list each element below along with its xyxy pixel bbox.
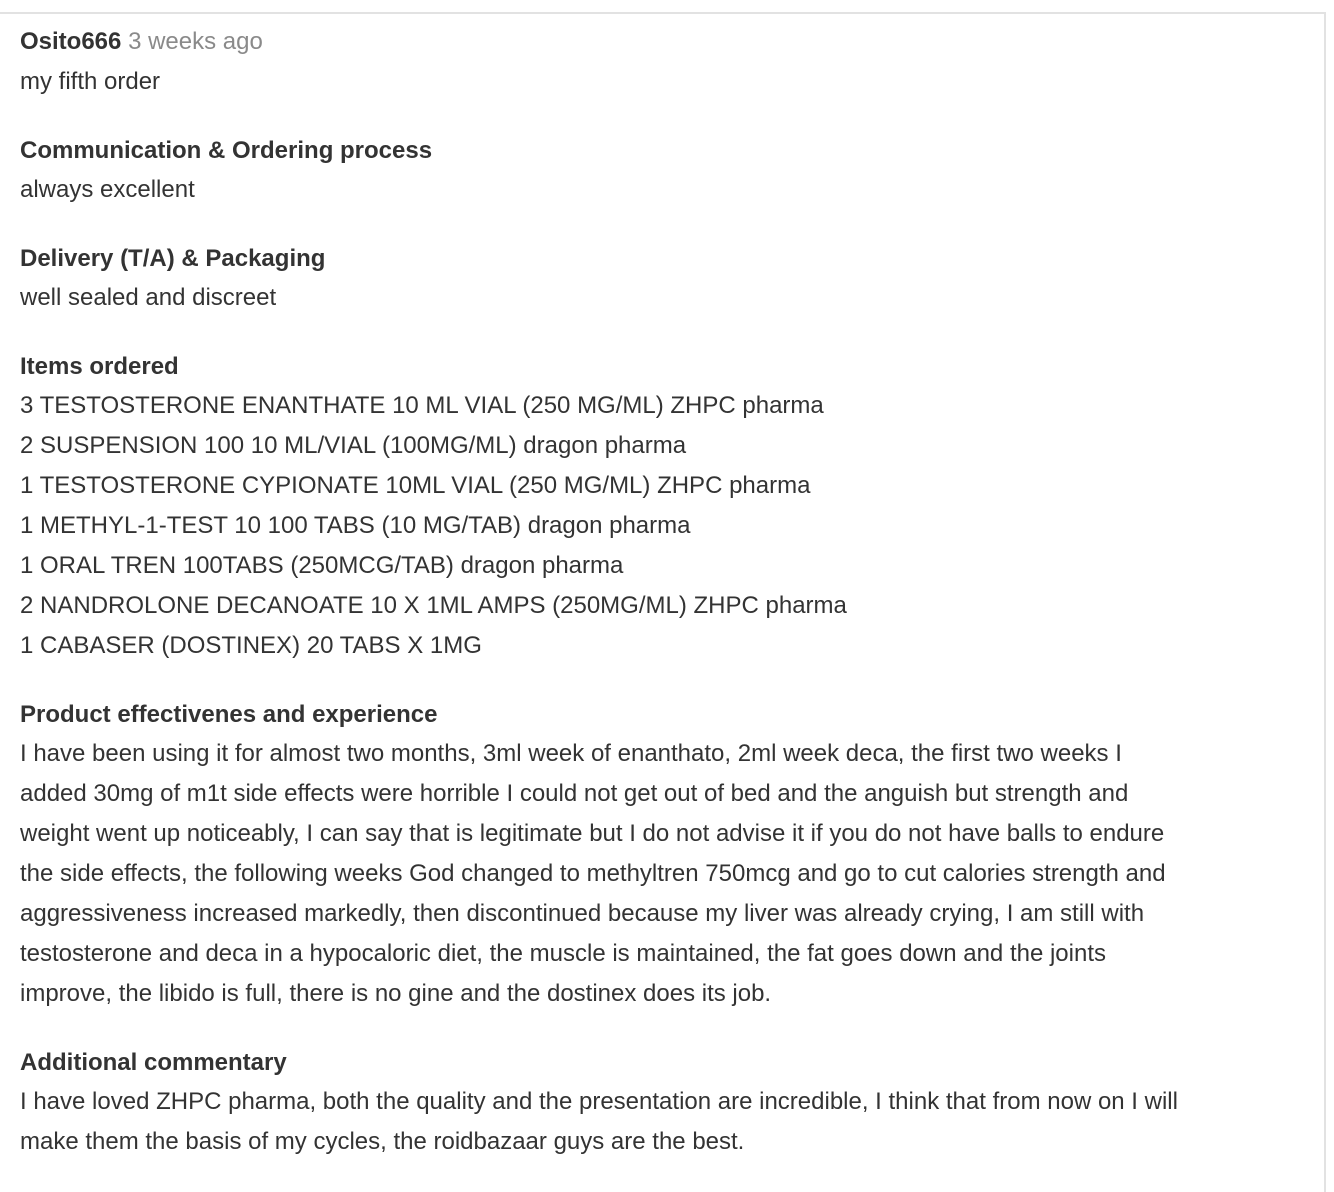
paragraph-line: I have loved ZHPC pharma, both the quality and the presentation are incredible, I think that from now on I will xyxy=(20,1088,1178,1115)
section-text: well sealed and discreet xyxy=(20,284,277,311)
paragraph-line: weight went up noticeably, I can say that is legitimate but I do not advise it if you do not have balls to endure xyxy=(20,820,1165,847)
section-additional-commentary xyxy=(20,1044,1310,1162)
ordered-item: 1 ORAL TREN 100TABS (250MCG/TAB) dragon pharma xyxy=(20,552,624,579)
section-product-experience xyxy=(20,696,1310,1014)
section-heading: Delivery (T/A) & Packaging xyxy=(20,245,326,272)
paragraph-line: the side effects, the following weeks God changed to methyltren 750mcg and go to cut calories strength and xyxy=(20,860,1166,887)
paragraph-line: improve, the libido is full, there is no gine and the dostinex does its job. xyxy=(20,980,772,1007)
section-text: always excellent xyxy=(20,176,195,203)
ordered-item: 3 TESTOSTERONE ENANTHATE 10 ML VIAL (250 MG/ML) ZHPC pharma xyxy=(20,392,824,419)
review-card xyxy=(0,12,1326,1192)
paragraph-line: testosterone and deca in a hypocaloric diet, the muscle is maintained, the fat goes down and the joints xyxy=(20,940,1106,967)
paragraph-line: make them the basis of my cycles, the roidbazaar guys are the best. xyxy=(20,1128,745,1155)
paragraph-line: added 30mg of m1t side effects were horrible I could not get out of bed and the anguish but strength and xyxy=(20,780,1129,807)
ordered-item: 2 NANDROLONE DECANOATE 10 X 1ML AMPS (250MG/ML) ZHPC pharma xyxy=(20,592,847,619)
paragraph-line: I have been using it for almost two months, 3ml week of enanthato, 2ml week deca, the first two weeks I xyxy=(20,740,1122,767)
review-title: my fifth order xyxy=(20,68,161,95)
section-communication xyxy=(20,132,1310,210)
section-paragraph xyxy=(20,734,1310,1014)
review-time: 3 weeks ago xyxy=(128,28,263,55)
section-heading: Communication & Ordering process xyxy=(20,137,433,164)
section-heading: Additional commentary xyxy=(20,1049,287,1076)
ordered-item: 1 CABASER (DOSTINEX) 20 TABS X 1MG xyxy=(20,632,482,659)
section-heading: Product effectivenes and experience xyxy=(20,701,438,728)
section-items-ordered xyxy=(20,348,1310,666)
review-content xyxy=(20,22,1310,1162)
paragraph-line: aggressiveness increased markedly, then discontinued because my liver was already crying, I am still with xyxy=(20,900,1145,927)
ordered-item: 1 TESTOSTERONE CYPIONATE 10ML VIAL (250 MG/ML) ZHPC pharma xyxy=(20,472,811,499)
ordered-item: 2 SUSPENSION 100 10 ML/VIAL (100MG/ML) dragon pharma xyxy=(20,432,687,459)
review-meta xyxy=(20,22,1310,62)
ordered-item: 1 METHYL-1-TEST 10 100 TABS (10 MG/TAB) dragon pharma xyxy=(20,512,691,539)
section-paragraph xyxy=(20,1082,1310,1162)
review-author[interactable]: Osito666 xyxy=(20,28,122,55)
section-delivery xyxy=(20,240,1310,318)
section-heading: Items ordered xyxy=(20,353,179,380)
